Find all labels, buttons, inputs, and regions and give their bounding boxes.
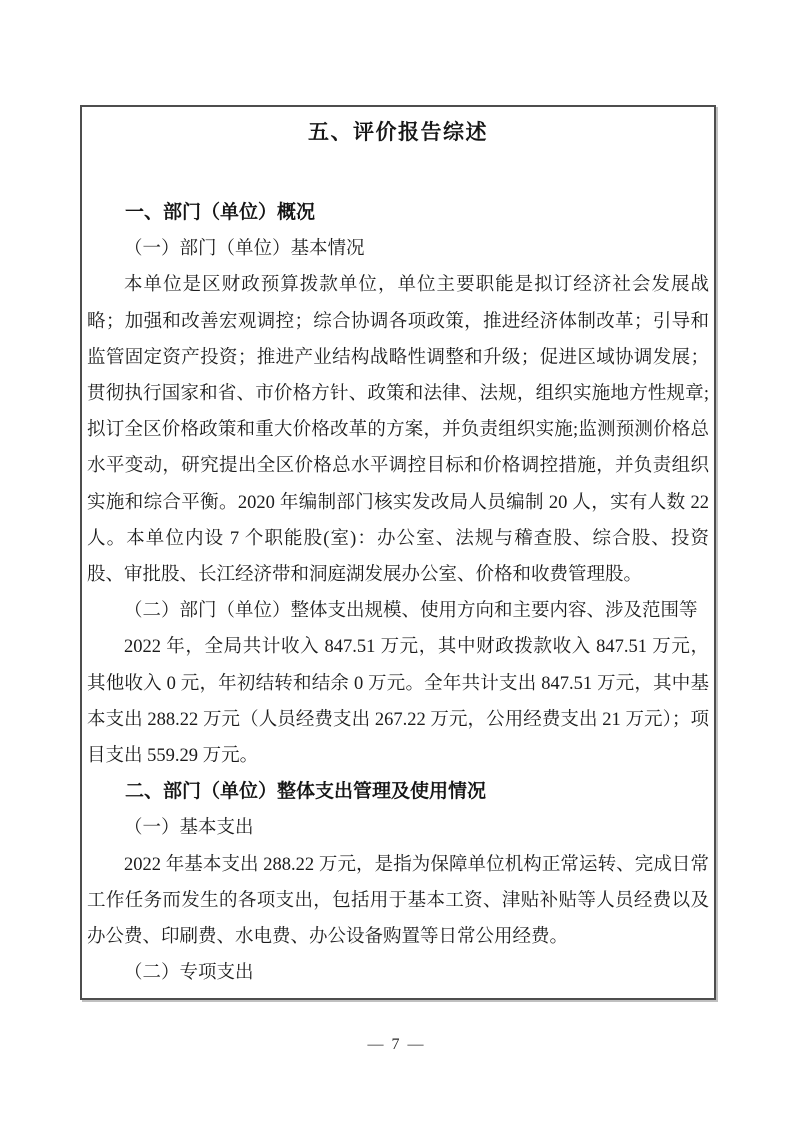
subsection-heading-basic-expenditure: （一）基本支出 [124, 818, 254, 839]
section-heading-overview: 一、部门（单位）概况 [125, 202, 316, 223]
paragraph-income-expenditure-figures: 2022 年，全局共计收入 847.51 万元，其中财政拨款收入 847.51 万元，其他收入 0 元，年初结转和结余 0 万元。全年共计支出 847.51 万元，其中基本支出 288.22 万元（人员经费支出 267.22 万元，公用经费支出 21 万元）；项目支出 559.29 万元。 [87, 637, 709, 767]
subsection-heading-expenditure-scale: （二）部门（单位）整体支出规模、使用方向和主要内容、涉及范围等 [124, 601, 698, 622]
report-border-box [80, 105, 716, 1000]
paragraph-basic-expenditure-detail: 2022 年基本支出 288.22 万元，是指为保障单位机构正常运转、完成日常工作任务而发生的各项支出，包括用于基本工资、津贴补贴等人员经费以及办公费、印刷费、水电费、办公设备购置等日常公用经费。 [87, 854, 709, 948]
subsection-heading-special-expenditure: （二）专项支出 [124, 963, 254, 984]
subsection-heading-basic-info: （一）部门（单位）基本情况 [124, 239, 365, 260]
section-heading-expenditure-management: 二、部门（单位）整体支出管理及使用情况 [125, 781, 487, 803]
report-title: 五、评价报告综述 [308, 121, 488, 144]
page-number: — 7 — [367, 1036, 426, 1053]
paragraph-unit-functions: 本单位是区财政预算拨款单位，单位主要职能是拟订经济社会发展战略；加强和改善宏观调控；综合协调各项政策，推进经济体制改革；引导和监管固定资产投资；推进产业结构战略性调整和升级；促进区域协调发展；贯彻执行国家和省、市价格方针、政策和法律、法规，组织实施地方性规章;拟订全区价格政策和重大价格改革的方案，并负责组织实施;监测预测价格总水平变动，研究提出全区价格总水平调控目标和价格调控措施，并负责组织实施和综合平衡。2020 年编制部门核实发改局人员编制 20 人，实有人数 22 人。本单位内设 7 个职能股(室)：办公室、法规与稽查股、综合股、投资股、审批股、长江经济带和洞庭湖发展办公室、价格和收费管理股。 [87, 275, 709, 586]
